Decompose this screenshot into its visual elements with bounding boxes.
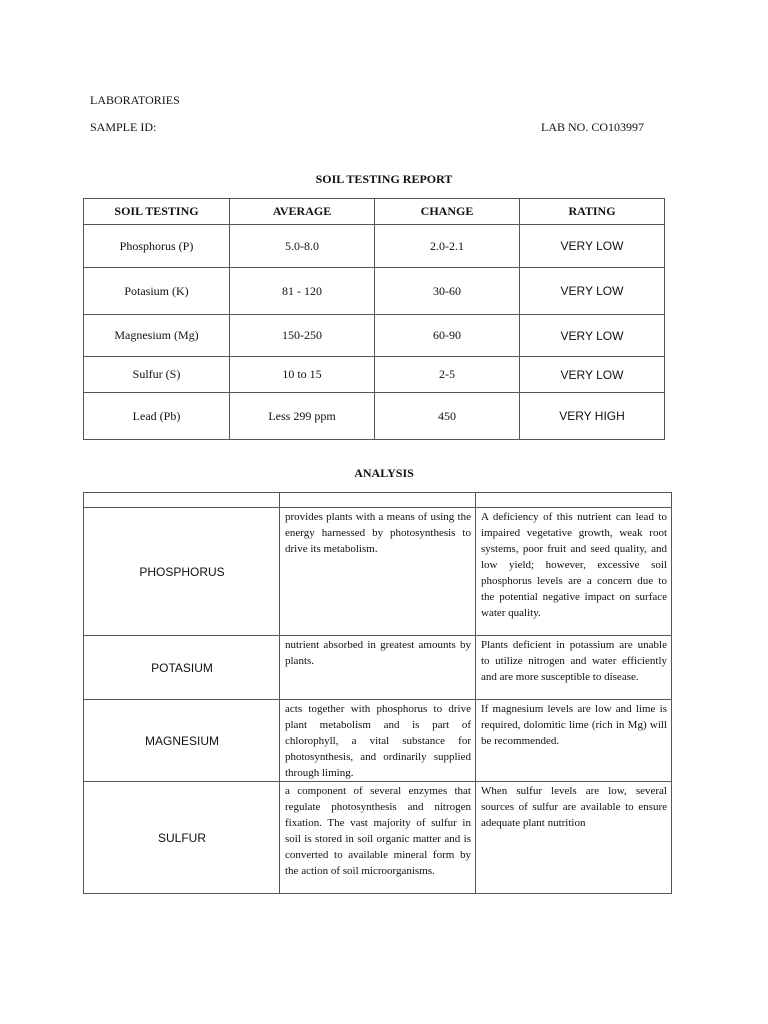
column-header: CHANGE (375, 199, 520, 225)
change-value: 60-90 (375, 315, 520, 357)
empty-cell (84, 493, 280, 508)
test-name: Potasium (K) (84, 268, 230, 315)
table-row (84, 357, 665, 393)
rating-value: VERY LOW (520, 357, 665, 393)
nutrient-role: provides plants with a means of using the energy harnessed by photosynthesis to drive its metabolism. (280, 508, 476, 636)
empty-cell (280, 493, 476, 508)
nutrient-role: a component of several enzymes that regulate photosynthesis and nitrogen fixation. The vast majority of sulfur in soil is stored in soil organic matter and is converted to available mineral form by the action of soil microorganisms. (280, 782, 476, 894)
nutrient-note: Plants deficient in potassium are unable to utilize nitrogen and water efficiently and are more susceptible to disease. (476, 636, 672, 700)
rating-value: VERY LOW (520, 268, 665, 315)
column-header: AVERAGE (230, 199, 375, 225)
nutrient-note: When sulfur levels are low, several sources of sulfur are available to ensure adequate plant nutrition (476, 782, 672, 894)
column-header: SOIL TESTING (84, 199, 230, 225)
table-row (84, 393, 665, 440)
test-name: Magnesium (Mg) (84, 315, 230, 357)
lab-number: LAB NO. CO103997 (541, 120, 645, 134)
rating-value: VERY LOW (520, 225, 665, 268)
nutrient-name: PHOSPHORUS (84, 508, 280, 636)
table-row (84, 225, 665, 268)
change-value: 2-5 (375, 357, 520, 393)
test-name: Lead (Pb) (84, 393, 230, 440)
rating-value: VERY HIGH (520, 393, 665, 440)
average-value: 5.0-8.0 (230, 225, 375, 268)
analysis-table (83, 492, 672, 894)
test-name: Phosphorus (P) (84, 225, 230, 268)
change-value: 30-60 (375, 268, 520, 315)
report-title: SOIL TESTING REPORT (315, 172, 453, 186)
average-value: 10 to 15 (230, 357, 375, 393)
nutrient-note: A deficiency of this nutrient can lead to impaired vegetative growth, weak root systems, poor fruit and seed quality, and low yield; however, excessive soil phosphorus levels are a concern due to the potential negative impact on surface water quality. (476, 508, 672, 636)
table-row (84, 636, 672, 700)
change-value: 2.0-2.1 (375, 225, 520, 268)
nutrient-name: MAGNESIUM (84, 700, 280, 782)
table-row (84, 700, 672, 782)
column-header: RATING (520, 199, 665, 225)
empty-cell (476, 493, 672, 508)
nutrient-role: nutrient absorbed in greatest amounts by plants. (280, 636, 476, 700)
rating-value: VERY LOW (520, 315, 665, 357)
test-name: Sulfur (S) (84, 357, 230, 393)
table-row (84, 782, 672, 894)
soil-testing-table (83, 198, 665, 440)
average-value: 150-250 (230, 315, 375, 357)
sample-id-label: SAMPLE ID: (90, 120, 157, 134)
average-value: Less 299 ppm (230, 393, 375, 440)
change-value: 450 (375, 393, 520, 440)
table-row (84, 268, 665, 315)
nutrient-name: SULFUR (84, 782, 280, 894)
table-row (84, 508, 672, 636)
table-header-row (84, 199, 665, 225)
table-header-row (84, 493, 672, 508)
nutrient-role: acts together with phosphorus to drive plant metabolism and is part of chlorophyll, a vital substance for photosynthesis, and ordinarily supplied through liming. (280, 700, 476, 782)
table-row (84, 315, 665, 357)
nutrient-name: POTASIUM (84, 636, 280, 700)
analysis-title: ANALYSIS (354, 466, 414, 480)
nutrient-note: If magnesium levels are low and lime is required, dolomitic lime (rich in Mg) will be recommended. (476, 700, 672, 782)
laboratories-label: LABORATORIES (90, 93, 180, 107)
average-value: 81 - 120 (230, 268, 375, 315)
